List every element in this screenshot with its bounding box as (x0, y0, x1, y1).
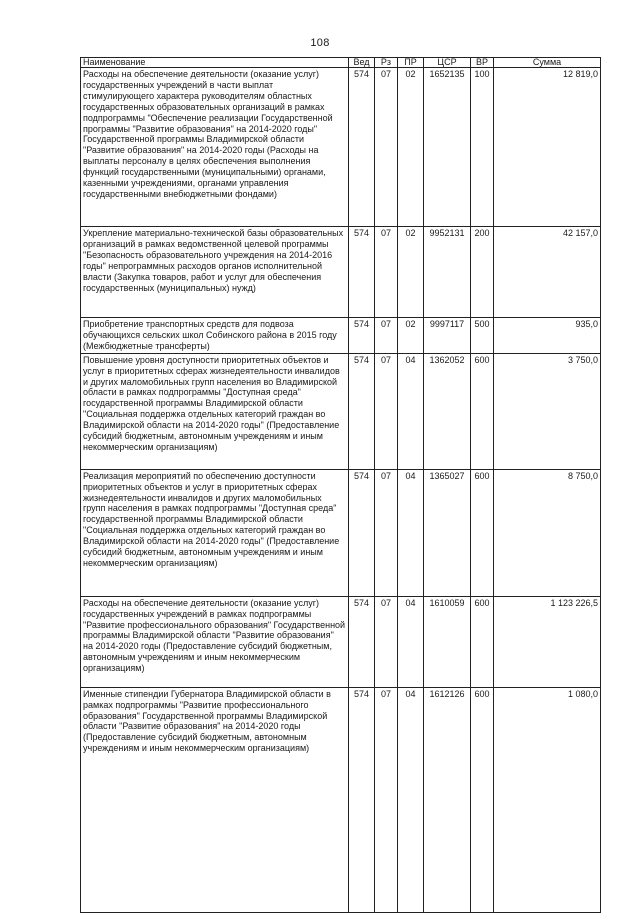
cell-vr: 600 (471, 469, 494, 596)
cell-ved: 574 (349, 596, 375, 687)
cell-csr: 9997117 (424, 318, 471, 354)
cell-vr: 100 (471, 68, 494, 227)
header-name: Наименование (81, 58, 349, 68)
cell-vr: 500 (471, 318, 494, 354)
cell-csr: 9952131 (424, 227, 471, 318)
header-pr: ПР (398, 58, 424, 68)
cell-sum: 3 750,0 (494, 353, 601, 469)
header-sum: Сумма (494, 58, 601, 68)
cell-name: Реализация мероприятий по обеспечению доступности приоритетных объектов и услуг в приоритетных сферах жизнедеятельности инвалидов и других маломобильных групп населения в рамках подпрограммы "Доступная среда" государственной программы Владимирской области "Социальная поддержка отдельных категорий граждан во Владимирской области на 2014-2020 годы" (Предоставление субсидий бюджетным, автономным учреждениям и иным некоммерческим организациям) (81, 469, 349, 596)
cell-name: Укрепление материально-технической базы образовательных организаций в рамках ведомственной целевой программы "Безопасность образовательного учреждения на 2014-2016 годы" непрограммных расходов органов исполнительной власти (Закупка товаров, работ и услуг для обеспечения государственных (муниципальных) нужд) (81, 227, 349, 318)
cell-rz: 07 (375, 687, 398, 912)
cell-pr: 02 (398, 68, 424, 227)
table-row (81, 353, 601, 469)
cell-pr: 04 (398, 353, 424, 469)
cell-ved: 574 (349, 469, 375, 596)
cell-ved: 574 (349, 68, 375, 227)
cell-pr: 04 (398, 469, 424, 596)
table-row (81, 687, 601, 912)
cell-vr: 200 (471, 227, 494, 318)
header-csr: ЦСР (424, 58, 471, 68)
cell-sum: 1 080,0 (494, 687, 601, 912)
cell-pr: 04 (398, 687, 424, 912)
cell-rz: 07 (375, 68, 398, 227)
table-row (81, 227, 601, 318)
cell-name: Повышение уровня доступности приоритетных объектов и услуг в приоритетных сферах жизнедеятельности инвалидов и других маломобильных групп населения во Владимирской области в рамках подпрограммы "Доступная среда" государственной программы Владимирской области "Социальная поддержка отдельных категорий граждан во Владимирской области на 2014-2020 годы" (Предоставление субсидий бюджетным, автономным учреждениям и иным некоммерческим организациям) (81, 353, 349, 469)
cell-csr: 1610059 (424, 596, 471, 687)
header-vr: ВР (471, 58, 494, 68)
cell-rz: 07 (375, 353, 398, 469)
table-row (81, 469, 601, 596)
budget-table (80, 57, 601, 913)
cell-rz: 07 (375, 318, 398, 354)
table-header-row (81, 58, 601, 68)
cell-name: Расходы на обеспечение деятельности (оказание услуг) государственных учреждений в части выплат стимулирующего характера руководителям областных государственных образовательных организаций в рамках подпрограммы "Обеспечение реализации Государственной программы "Развитие образования" на 2014-2020 годы" Государственной программы Владимирской области "Развитие образования" на 2014-2020 годы (Расходы на выплаты персоналу в целях обеспечения выполнения функций государственными (муниципальными) органами, казенными учреждениями, органами управления государственными внебюджетными фондами) (81, 68, 349, 227)
cell-ved: 574 (349, 227, 375, 318)
table-row (81, 68, 601, 227)
cell-name: Именные стипендии Губернатора Владимирской области в рамках подпрограммы "Развитие профессионального образования" Государственной программы Владимирской области "Развитие образования" на 2014-2020 годы (Предоставление субсидий бюджетным, автономным учреждениям и иным некоммерческим организациям) (81, 687, 349, 912)
cell-name: Расходы на обеспечение деятельности (оказание услуг) государственных учреждений в рамках подпрограммы "Развитие профессионального образования" Государственной программы Владимирской области "Развитие образования" на 2014-2020 годы (Предоставление субсидий бюджетным, автономным учреждениям и иным некоммерческим организациям) (81, 596, 349, 687)
cell-sum: 1 123 226,5 (494, 596, 601, 687)
cell-sum: 12 819,0 (494, 68, 601, 227)
cell-sum: 8 750,0 (494, 469, 601, 596)
header-ved: Вед (349, 58, 375, 68)
cell-rz: 07 (375, 596, 398, 687)
cell-rz: 07 (375, 227, 398, 318)
header-rz: Рз (375, 58, 398, 68)
cell-pr: 02 (398, 318, 424, 354)
cell-vr: 600 (471, 596, 494, 687)
cell-sum: 935,0 (494, 318, 601, 354)
cell-csr: 1365027 (424, 469, 471, 596)
page-number: 108 (310, 37, 330, 49)
cell-ved: 574 (349, 353, 375, 469)
cell-vr: 600 (471, 353, 494, 469)
cell-rz: 07 (375, 469, 398, 596)
table-row (81, 318, 601, 354)
cell-csr: 1362052 (424, 353, 471, 469)
table-row (81, 596, 601, 687)
cell-csr: 1612126 (424, 687, 471, 912)
cell-ved: 574 (349, 318, 375, 354)
cell-pr: 04 (398, 596, 424, 687)
cell-sum: 42 157,0 (494, 227, 601, 318)
cell-ved: 574 (349, 687, 375, 912)
cell-pr: 02 (398, 227, 424, 318)
cell-csr: 1652135 (424, 68, 471, 227)
cell-name: Приобретение транспортных средств для подвоза обучающихся сельских школ Собинского района в 2015 году (Межбюджетные трансферты) (81, 318, 349, 354)
cell-vr: 600 (471, 687, 494, 912)
